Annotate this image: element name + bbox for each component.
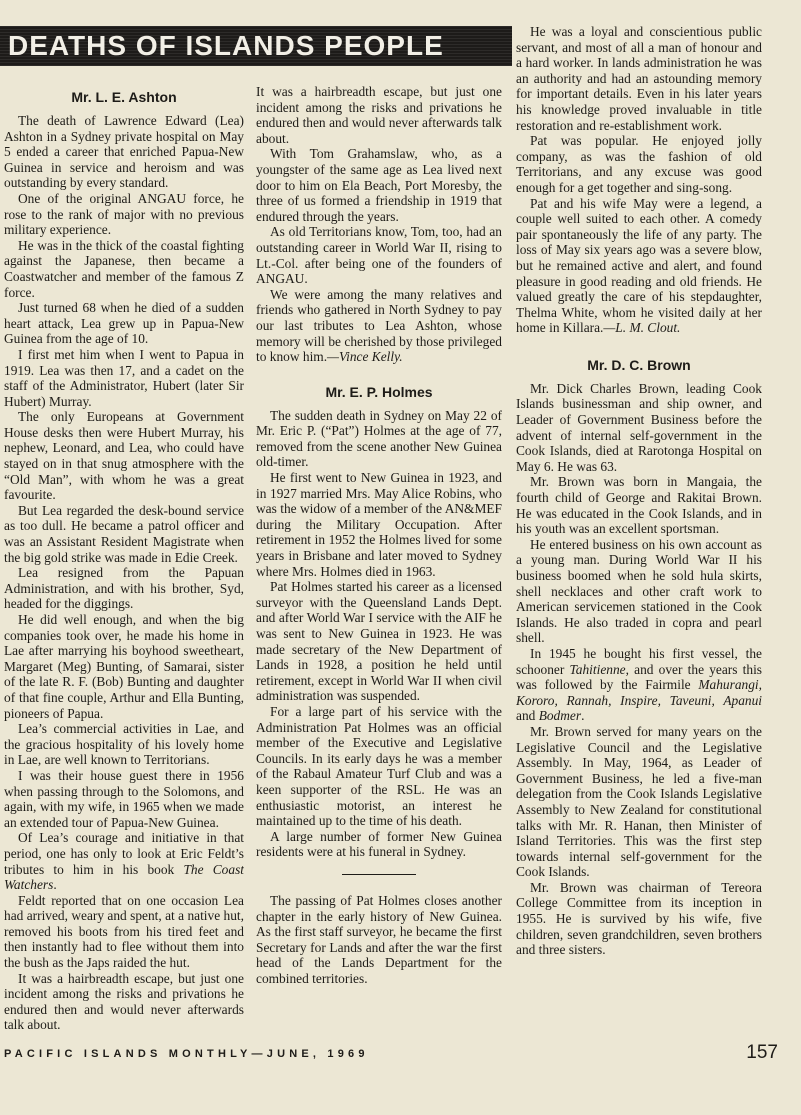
section-divider xyxy=(342,874,416,875)
paragraph xyxy=(4,830,244,892)
paragraph: The only Europeans at Government House desks then were Hubert Murray, his nephew, Leonard, and Lea, who could have stayed on in that snug atmosphere with the “Old Man”, with whom he was a great favourite. xyxy=(4,409,244,503)
section-banner xyxy=(0,26,512,66)
obituary-heading-brown: Mr. D. C. Brown xyxy=(587,356,691,373)
column-2 xyxy=(256,84,502,1036)
banner-title: DEATHS OF ISLANDS PEOPLE xyxy=(8,30,444,61)
paragraph: As old Territorians know, Tom, too, had an outstanding career in World War II, rising to Lt.-Col. after being one of the founders of ANGAU. xyxy=(256,224,502,287)
paragraph: I first met him when I went to Papua in 1919. Lea was then 17, and a cadet on the staff of the Administrator, Hubert (later Sir Hubert) Murray. xyxy=(4,346,244,409)
paragraph-continued xyxy=(256,84,502,146)
paragraph: He first went to New Guinea in 1923, and in 1927 married Mrs. May Alice Robins, who was the widow of a member of the AN&MEF during the Military Occupation. After retirement in 1952 the Holmes lived for some years in Brisbane and later moved to Sydney where Mrs. Holmes died in 1963. xyxy=(256,470,502,579)
text-run: . xyxy=(581,708,585,724)
paragraph: He was in the thick of the coastal fighting against the Japanese, then became a Coastwatcher and member of the famous Z force. xyxy=(4,237,244,300)
text-run: and xyxy=(516,708,539,724)
paragraph: One of the original ANGAU force, he rose to the rank of major with no previous military experience. xyxy=(4,190,244,238)
paragraph: The passing of Pat Holmes closes another chapter in the early history of New Guinea. As the first staff surveyor, he became the first Secretary for Lands and after the war the first head of the Lands Department for the combined territories. xyxy=(256,892,502,986)
paragraph xyxy=(256,287,502,365)
paragraph: He was a loyal and conscientious public servant, and most of all a man of honour and a hard worker. In lands administration he was an authority and had an astounding memory for important details. Even in his later years his knowledge proved invaluable in title restoration and re-establishment work. xyxy=(516,24,762,133)
paragraph: Pat Holmes started his career as a licensed surveyor with the Queensland Lands Dept. and after World War I service with the AIF he was sent to New Guinea in 1923. He was made secretary of the New Department of Lands in 1928, a position he held until retirement, except in World War II when civil administration was suspended. xyxy=(256,579,502,704)
paragraph: He did well enough, and when the big companies took over, he made his home in Lae after marrying his boyhood sweetheart, Margaret (Meg) Bunting, of Samarai, sister of the late R. F. (Bob) Bunting and daughter of that fine couple, Arthur and Ella Bunting, pioneers of Papua. xyxy=(4,612,244,721)
paragraph: The sudden death in Sydney on May 22 of Mr. Eric P. (“Pat”) Holmes at the age of 77, removed from the scene another New Guinea old-timer. xyxy=(256,407,502,470)
author-signature: —Vince Kelly. xyxy=(327,349,403,365)
ship-name: Bodmer xyxy=(538,708,582,724)
paragraph: Mr. Dick Charles Brown, leading Cook Islands businessman and ship owner, and Leader of Government Business before the advent of internal self-government in the Cook Islands, died at Rarotonga Hospital on May 6. He was 63. xyxy=(516,380,762,474)
text-run: It was a hairbreadth escape, but just one incident among the risks and privations he endured then and would never afterwards talk about. xyxy=(256,84,502,146)
paragraph: But Lea regarded the desk-bound service as too dull. He became a patrol officer and was an Assistant Resident Magistrate when the big gold strike was made in Edie Creek. xyxy=(4,502,244,565)
obituary-heading-ashton: Mr. L. E. Ashton xyxy=(71,89,177,105)
paragraph: With Tom Grahamslaw, who, as a youngster of the same age as Lea lived next door to him on Ela Beach, Port Moresby, the three of us formed a friendship in 1919 that endured through the years. xyxy=(256,146,502,224)
paragraph: I was their house guest there in 1956 when passing through to the Solomons, and again, with my wife, in 1965 when we made an extended tour of Papua-New Guinea. xyxy=(4,767,244,830)
page-number: 157 xyxy=(746,1042,778,1063)
ship-name: Tahitienne xyxy=(569,661,626,677)
paragraph: Mr. Brown was chairman of Tereora College Committee from its inception in 1955. He is survived by his wife, five children, seven grandchildren, seven brothers and three sisters. xyxy=(516,879,762,958)
text-run: We were among the many relatives and friends who gathered in North Sydney to pay our last tributes to Lea Ashton, whose memory will be cherished by those privileged to know him. xyxy=(256,286,502,365)
paragraph xyxy=(516,196,762,336)
paragraph: He entered business on his own account as a young man. During World War II his business boomed when he sold hula skirts, shell necklaces and other craft work to American servicemen stationed in the Cook Islands. He also traded in copra and pearl shell. xyxy=(516,536,762,646)
text-run: Of Lea’s courage and initiative in that period, one has only to look at Eric Feldt’s tributes to him in his book xyxy=(4,830,244,877)
paragraph: Pat was popular. He enjoyed jolly company, as was the fashion of old Territorians, and any excuse was good enough for a get together and sing-song. xyxy=(516,133,762,195)
paragraph: Just turned 68 when he died of a sudden heart attack, Lea grew up in Papua-New Guinea from the age of 10. xyxy=(4,300,244,347)
text-run: . xyxy=(53,877,57,893)
obituary-heading-holmes: Mr. E. P. Holmes xyxy=(325,383,433,400)
author-signature: —L. M. Clout. xyxy=(603,320,681,336)
paragraph: Lea’s commercial activities in Lae, and the gracious hospitality of his lovely home in Lae, are well known to Territorians. xyxy=(4,721,244,768)
paragraph xyxy=(516,646,762,724)
text-run: In 1945 he bought his first vessel, the schooner xyxy=(516,645,762,677)
paragraph: Feldt reported that on one occasion Lea had arrived, weary and spent, at a native hut, removed his boots from his tired feet and then instantly had to flee without them into the bush as the Japs raided the hut. xyxy=(4,892,244,971)
column-3 xyxy=(516,24,762,1036)
text-run: , and over the years this was followed by the Fairmile xyxy=(516,661,762,693)
text-run: Pat and his wife May were a legend, a couple well suited to each other. A comedy pair spontaneously the life of any party. The loss of May six years ago was a severe blow, but he remained active and alert, and found pleasure in good reading and old friends. He valued greatly the care of his stepdaughter, Thelma White, whom he visited daily at her home in Killara. xyxy=(516,195,762,336)
column-1 xyxy=(4,84,244,1036)
paragraph: For a large part of his service with the Administration Pat Holmes was an official member of the Executive and Legislative Councils. In its early days he was a member of the Rabaul Amateur Turf Club and was a keen supporter of the RSL. He was an enthusiastic motorist, an interest he maintained up to the time of his death. xyxy=(256,703,502,829)
ship-names: Mahurangi, Kororo, Rannah, Inspire, Taveuni, Apanui xyxy=(516,677,762,708)
paragraph: Mr. Brown was born in Mangaia, the fourth child of George and Rakitai Brown. He was educated in the Cook Islands, and in his youth was an excellent sportsman. xyxy=(516,474,762,537)
paragraph: The death of Lawrence Edward (Lea) Ashton in a Sydney private hospital on May 5 ended a career that enriched Papua-New Guinea in service and heroism and was outstanding by every standard. xyxy=(4,113,244,191)
paragraph: Lea resigned from the Papuan Administration, and with his brother, Syd, headed for the diggings. xyxy=(4,565,244,612)
book-title: The Coast Watchers xyxy=(4,861,244,893)
paragraph: Mr. Brown served for many years on the Legislative Council and the Legislative Assembly. In May, 1964, as Leader of Government Business, he led a five-man delegation from the Cook Islands Legislative Assembly to New Zealand for constitutional talks with Mr. R. Hanan, then Minister of Island Territories. This was the first step towards internal self-government for the Cook Islands. xyxy=(516,723,762,880)
running-footer: PACIFIC ISLANDS MONTHLY—JUNE, 1969 xyxy=(4,1048,369,1060)
paragraph: A large number of former New Guinea residents were at his funeral in Sydney. xyxy=(256,828,502,860)
paragraph: It was a hairbreadth escape, but just one incident among the risks and privations he endured then and would never afterwards talk about. xyxy=(4,970,244,1033)
